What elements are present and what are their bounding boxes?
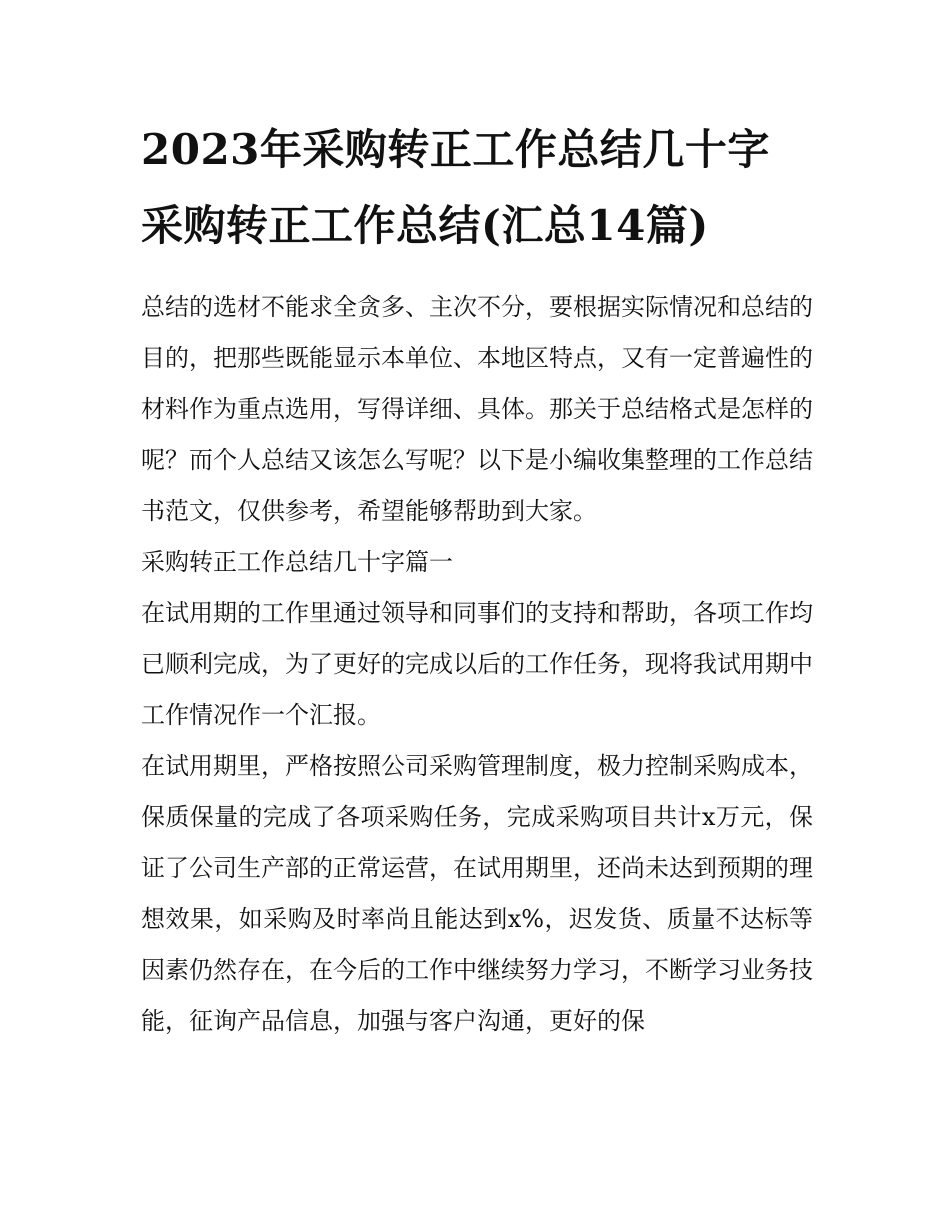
intro-paragraph: 总结的选材不能求全贪多、主次不分，要根据实际情况和总结的目的，把那些既能显示本单位、本地区特点，又有一定普遍性的材料作为重点选用，写得详细、具体。那关于总结格式是怎样的呢？而个人总结又该怎么写呢？以下是小编收集整理的工作总结书范文，仅供参考，希望能够帮助到大家。 [141, 293, 813, 525]
document-page [141, 112, 813, 1047]
document-title: 2023年采购转正工作总结几十字 采购转正工作总结(汇总14篇) [141, 125, 770, 250]
section-heading: 采购转正工作总结几十字篇一 [141, 548, 453, 576]
body-paragraph-2: 在试用期里，严格按照公司采购管理制度，极力控制采购成本，保质保量的完成了各项采购任务，完成采购项目共计x万元，保证了公司生产部的正常运营，在试用期里，还尚未达到预期的理想效果，如采购及时率尚且能达到x%，迟发货、质量不达标等因素仍然存在，在今后的工作中继续努力学习，不断学习业务技能，征询产品信息，加强与客户沟通，更好的保 [141, 752, 813, 1035]
body-paragraph-1: 在试用期的工作里通过领导和同事们的支持和帮助，各项工作均已顺利完成，为了更好的完成以后的工作任务，现将我试用期中工作情况作一个汇报。 [141, 599, 813, 729]
